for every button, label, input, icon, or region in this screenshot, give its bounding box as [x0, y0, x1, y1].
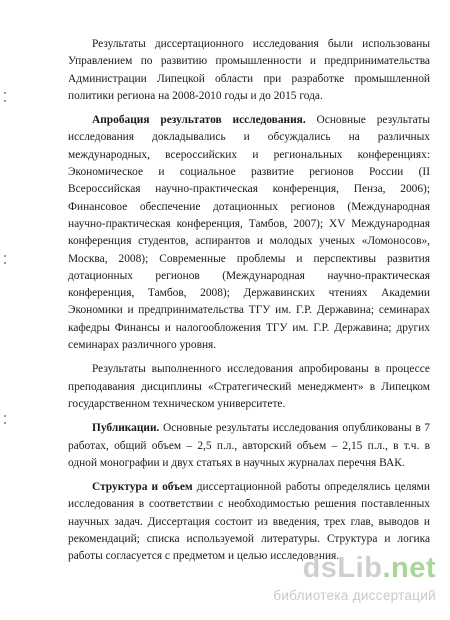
logo-main-text: dsLib: [302, 552, 383, 584]
logo-tld-text: .net: [382, 552, 436, 584]
approbation-heading: Апробация результатов исследования.: [92, 114, 306, 127]
body-text: [68, 36, 430, 566]
paragraph-publications: [68, 420, 430, 472]
publications-heading: Публикации.: [92, 422, 160, 435]
paragraph-approbation: [68, 112, 430, 354]
publications-text: Основные результаты исследования опубликованы в 7 работах, общий объем – 2,5 п.л., авторский объем – 2,15 п.л., в т.ч. в одной монографии и двух статьях в научных журналах перечня ВАК.: [68, 422, 430, 469]
paragraph-teaching: Результаты выполненного исследования апробированы в процессе преподавания дисциплины «Стратегический менеджмент» в Липецком государственном техническом университете.: [68, 363, 430, 410]
structure-text: диссертационной работы определялись целями исследования в соответствии с необходимостью решения поставленных научных задач. Диссертация состоит из введения, трех глав, выводов и рекомендаций; списка используемой литературы. Структура и логика работы согласуется с предметом и целью исследования.: [68, 481, 430, 563]
approbation-text: Основные результаты исследования докладывались и обсуждались на различных международных, всероссийских и региональных конференциях: Экономическое и социальное развитие регионов России (II Всероссийская научно-практическая конференция, Пенза, 2006); Финансовое обеспечение дотационных регионов (Международная научно-практическая конференция, Тамбов, 2007); XV Международная конференция студентов, аспирантов и молодых ученых «Ломоносов», Москва, 2008); Современные проблемы и перспективы развития дотационных регионов (Международная научно-практическая конференция, Тамбов, 2008); Державинских чтениях Академии Экономики и предпринимательства ТГУ им. Г.Р. Державина; семинарах кафедры Финансы и налогообложения ТГУ им. Г.Р. Державина; других семинарах различного уровня.: [68, 114, 430, 352]
paragraph-usage: Результаты диссертационного исследования были использованы Управлением по развитию промышленности и предпринимательства Администрации Липецкой области при разработке промышленной политики региона на 2008-2010 годы и до 2015 года.: [68, 38, 430, 102]
watermark-subtitle: библиотека диссертаций: [273, 588, 436, 603]
dslib-watermark: [236, 552, 436, 608]
dslib-logo: [303, 552, 436, 585]
scan-margin-marks: [2, 0, 10, 620]
structure-heading: Структура и объем: [92, 481, 193, 494]
